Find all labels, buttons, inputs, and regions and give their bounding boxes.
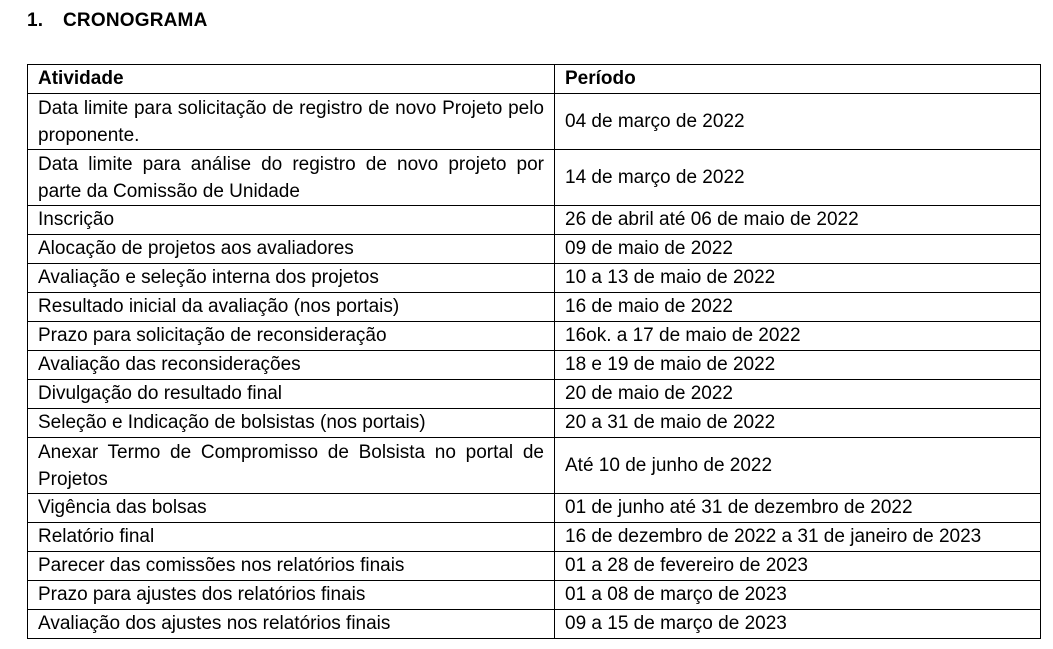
activity-cell: Data limite para solicitação de registro de novo Projeto pelo proponente. bbox=[28, 94, 555, 150]
period-cell: 01 a 28 de fevereiro de 2023 bbox=[555, 552, 1041, 581]
table-row bbox=[28, 322, 1041, 351]
activity-cell: Relatório final bbox=[28, 523, 555, 552]
period-cell: 14 de março de 2022 bbox=[555, 150, 1041, 206]
table-row bbox=[28, 380, 1041, 409]
period-cell: 16 de dezembro de 2022 a 31 de janeiro de 2023 bbox=[555, 523, 1041, 552]
period-cell: 26 de abril até 06 de maio de 2022 bbox=[555, 206, 1041, 235]
activity-cell: Data limite para análise do registro de novo projeto por parte da Comissão de Unidade bbox=[28, 150, 555, 206]
table-body bbox=[28, 94, 1041, 639]
activity-cell: Vigência das bolsas bbox=[28, 494, 555, 523]
section-heading bbox=[27, 10, 208, 32]
table-row bbox=[28, 351, 1041, 380]
activity-cell: Avaliação e seleção interna dos projetos bbox=[28, 264, 555, 293]
activity-cell: Divulgação do resultado final bbox=[28, 380, 555, 409]
table-row bbox=[28, 94, 1041, 150]
activity-cell: Prazo para solicitação de reconsideração bbox=[28, 322, 555, 351]
period-cell: 09 de maio de 2022 bbox=[555, 235, 1041, 264]
table-row bbox=[28, 438, 1041, 494]
period-cell: 04 de março de 2022 bbox=[555, 94, 1041, 150]
section-number: 1. bbox=[27, 10, 44, 31]
table-row bbox=[28, 581, 1041, 610]
period-cell: 18 e 19 de maio de 2022 bbox=[555, 351, 1041, 380]
period-cell: 16 de maio de 2022 bbox=[555, 293, 1041, 322]
activity-cell: Avaliação das reconsiderações bbox=[28, 351, 555, 380]
section-title: CRONOGRAMA bbox=[63, 10, 208, 31]
activity-cell: Alocação de projetos aos avaliadores bbox=[28, 235, 555, 264]
table-row bbox=[28, 150, 1041, 206]
activity-cell: Resultado inicial da avaliação (nos portais) bbox=[28, 293, 555, 322]
activity-cell: Avaliação dos ajustes nos relatórios finais bbox=[28, 610, 555, 639]
table-row bbox=[28, 523, 1041, 552]
activity-cell: Prazo para ajustes dos relatórios finais bbox=[28, 581, 555, 610]
table-header-row bbox=[28, 65, 1041, 94]
table-row bbox=[28, 610, 1041, 639]
period-cell: 16ok. a 17 de maio de 2022 bbox=[555, 322, 1041, 351]
table-row bbox=[28, 206, 1041, 235]
table-row bbox=[28, 494, 1041, 523]
activity-cell: Seleção e Indicação de bolsistas (nos portais) bbox=[28, 409, 555, 438]
activity-cell: Parecer das comissões nos relatórios finais bbox=[28, 552, 555, 581]
activity-cell: Inscrição bbox=[28, 206, 555, 235]
table-row bbox=[28, 552, 1041, 581]
activity-cell: Anexar Termo de Compromisso de Bolsista no portal de Projetos bbox=[28, 438, 555, 494]
table-row bbox=[28, 409, 1041, 438]
period-cell: 01 de junho até 31 de dezembro de 2022 bbox=[555, 494, 1041, 523]
period-cell: 20 de maio de 2022 bbox=[555, 380, 1041, 409]
period-cell: Até 10 de junho de 2022 bbox=[555, 438, 1041, 494]
schedule-table bbox=[27, 64, 1041, 639]
table-row bbox=[28, 235, 1041, 264]
table-row bbox=[28, 264, 1041, 293]
period-cell: 01 a 08 de março de 2023 bbox=[555, 581, 1041, 610]
period-cell: 10 a 13 de maio de 2022 bbox=[555, 264, 1041, 293]
period-cell: 09 a 15 de março de 2023 bbox=[555, 610, 1041, 639]
column-header-period: Período bbox=[555, 65, 1041, 94]
column-header-activity: Atividade bbox=[28, 65, 555, 94]
period-cell: 20 a 31 de maio de 2022 bbox=[555, 409, 1041, 438]
table-row bbox=[28, 293, 1041, 322]
